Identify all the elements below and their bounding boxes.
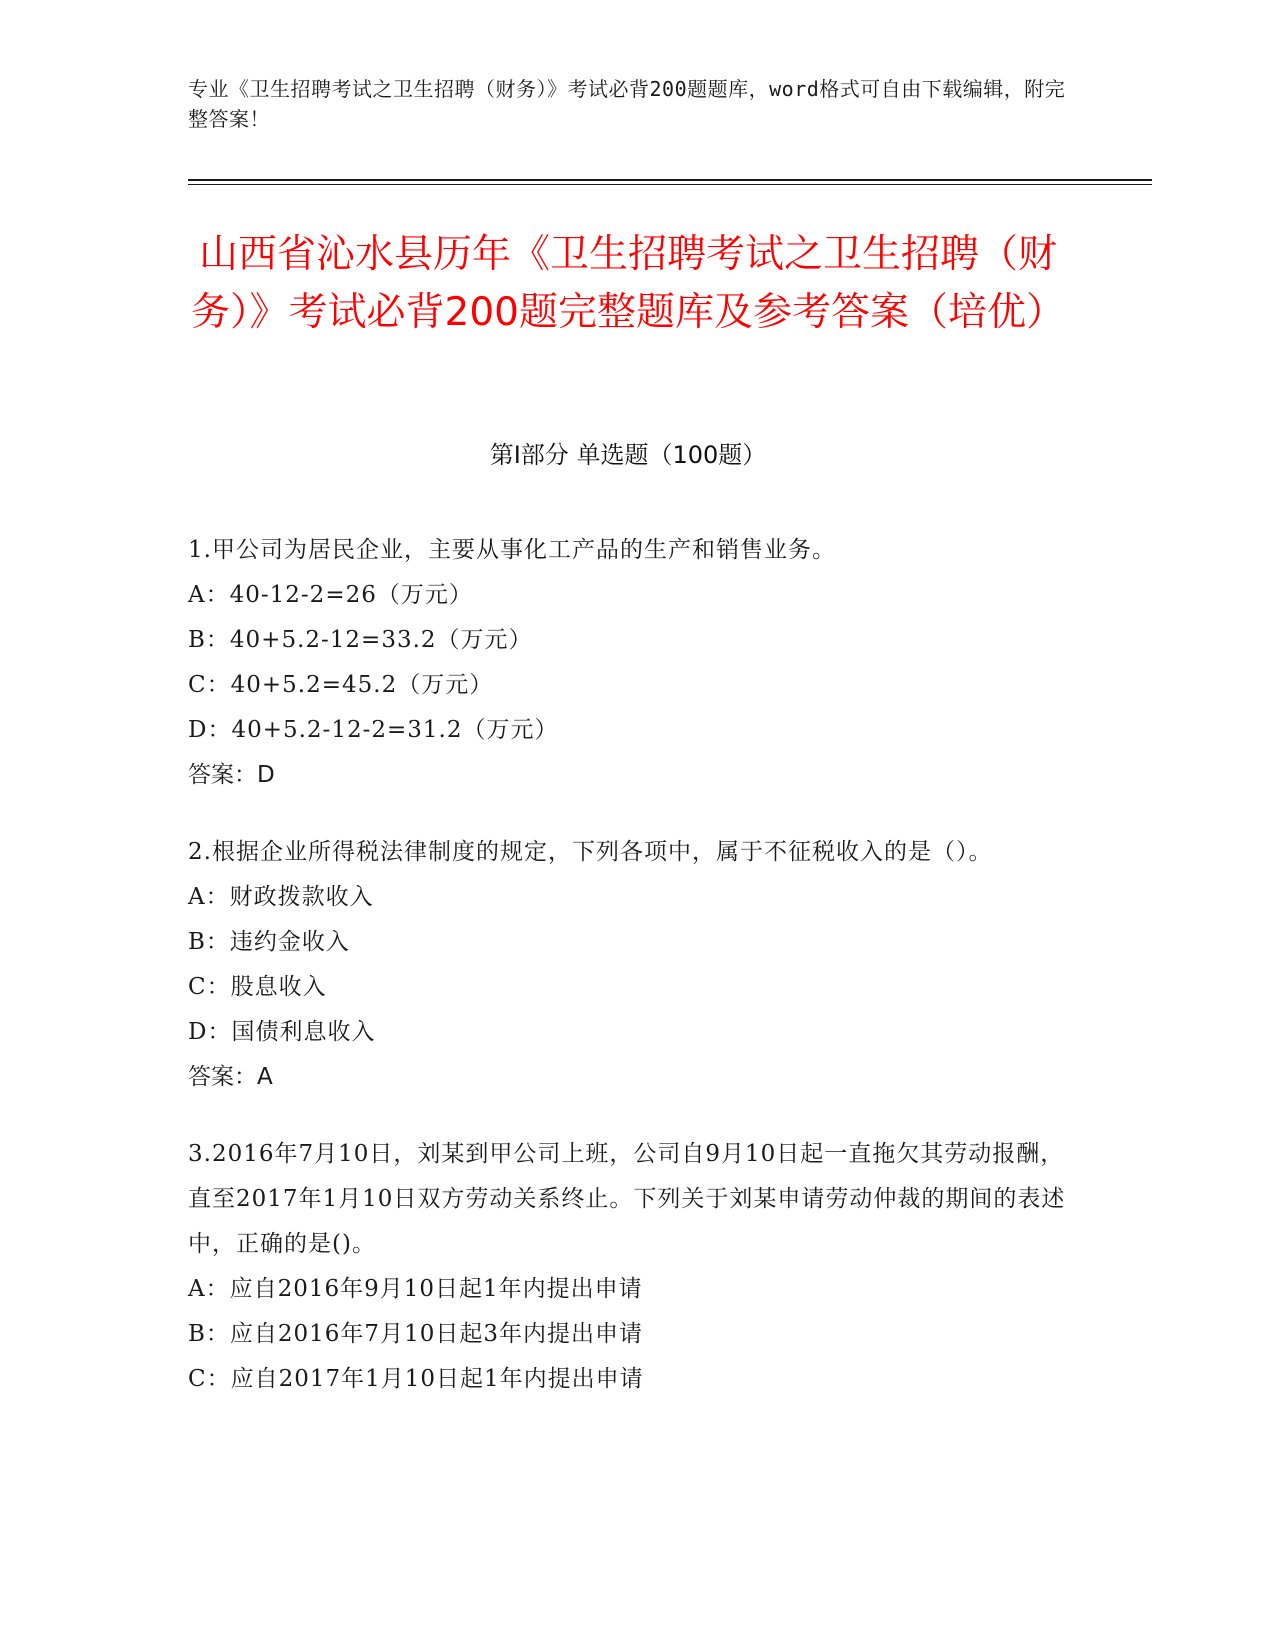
- option-a: A：40-12-2=26（万元）: [188, 582, 473, 608]
- question-stem: 1.甲公司为居民企业，主要从事化工产品的生产和销售业务。: [188, 537, 836, 563]
- option-b: B：违约金收入: [188, 929, 350, 955]
- option-c: C：应自2017年1月10日起1年内提出申请: [188, 1366, 644, 1392]
- option-d: D：40+5.2-12-2=31.2（万元）: [188, 717, 559, 743]
- option-b: B：应自2016年7月10日起3年内提出申请: [188, 1321, 643, 1347]
- option-b: B：40+5.2-12=33.2（万元）: [188, 627, 533, 653]
- question-stem: 2.根据企业所得税法律制度的规定，下列各项中，属于不征税收入的是（）。: [188, 839, 993, 865]
- option-c: C：40+5.2=45.2（万元）: [188, 672, 494, 698]
- question-1: [188, 528, 1068, 798]
- section-heading: 第Ⅰ部分 单选题（100题）: [489, 441, 767, 469]
- answer: 答案：D: [188, 762, 275, 788]
- document-title: 山西省沁水县历年《卫生招聘考试之卫生招聘（财务）》考试必背200题完整题库及参考答案（培优）: [191, 232, 1065, 335]
- answer: 答案：A: [188, 1064, 273, 1090]
- question-3: [188, 1132, 1068, 1402]
- option-c: C：股息收入: [188, 974, 327, 1000]
- question-stem: 3.2016年7月10日，刘某到甲公司上班，公司自9月10日起一直拖欠其劳动报酬，直至2017年1月10日双方劳动关系终止。下列关于刘某申请劳动仲裁的期间的表述中，正确的是()。: [188, 1141, 1066, 1257]
- option-d: D：国债利息收入: [188, 1019, 376, 1045]
- header-note: 专业《卫生招聘考试之卫生招聘（财务）》考试必背200题题库，word格式可自由下载编辑，附完整答案！: [188, 77, 1066, 131]
- header-divider-thick: [188, 179, 1152, 181]
- question-2: [188, 830, 1068, 1100]
- option-a: A：财政拨款收入: [188, 884, 374, 910]
- question-list: [188, 528, 1068, 1434]
- header-divider-thin: [188, 184, 1152, 185]
- option-a: A：应自2016年9月10日起1年内提出申请: [188, 1276, 643, 1302]
